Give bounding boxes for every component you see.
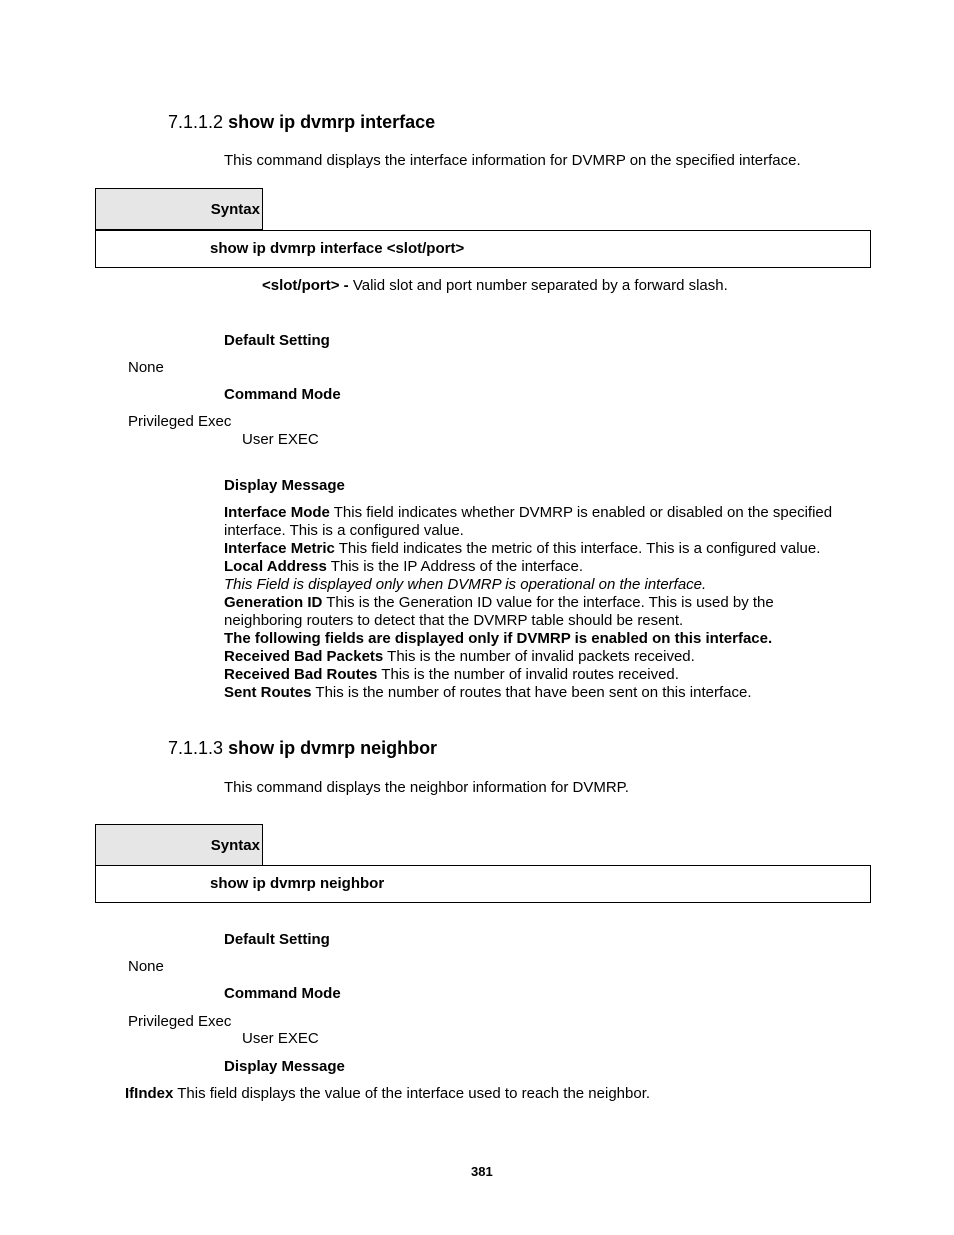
section-title: show ip dvmrp neighbor — [228, 738, 438, 758]
field-ifindex — [125, 1085, 650, 1102]
field-interface-mode — [224, 504, 864, 540]
display-message-heading: Display Message — [224, 1058, 345, 1075]
command-mode-heading: Command Mode — [224, 386, 341, 403]
field-desc: This is the number of routes that have been sent on this interface. — [311, 684, 752, 701]
default-setting-heading: Default Setting — [224, 931, 330, 948]
field-desc: This field indicates whether DVMRP is enabled or disabled on the specified interface. This is a configured value. — [224, 504, 833, 539]
field-desc: This is the IP Address of the interface. — [326, 558, 584, 575]
syntax-label-cell — [95, 188, 263, 230]
default-setting-heading: Default Setting — [224, 332, 330, 349]
section-number: 7.1.1.3 — [168, 738, 224, 758]
field-name: Local Address — [224, 558, 327, 575]
section-description: This command displays the interface information for DVMRP on the specified interface. — [224, 152, 801, 169]
command-mode-user: User EXEC — [242, 1030, 319, 1047]
note-text: The following fields are displayed only if DVMRP is enabled on this interface. — [224, 630, 773, 647]
field-interface-metric — [224, 540, 864, 558]
command-mode-heading: Command Mode — [224, 985, 341, 1002]
field-desc: This is the number of invalid packets received. — [383, 648, 695, 665]
command-mode-user: User EXEC — [242, 431, 319, 448]
field-name: Generation ID — [224, 594, 323, 611]
parameter-text: Valid slot and port number separated by a forward slash. — [348, 277, 728, 294]
note-enabled — [224, 630, 864, 648]
field-received-bad-packets — [224, 648, 864, 666]
field-name: Received Bad Routes — [224, 666, 378, 683]
syntax-command-cell — [95, 230, 871, 268]
field-sent-routes — [224, 684, 864, 702]
section-heading-show-ip-dvmrp-interface — [168, 112, 435, 133]
field-desc: This field displays the value of the interface used to reach the neighbor. — [173, 1085, 651, 1102]
section-title: show ip dvmrp interface — [228, 112, 436, 132]
default-setting-value: None — [128, 359, 164, 376]
display-message-heading: Display Message — [224, 477, 345, 494]
field-desc: This is the number of invalid routes received. — [377, 666, 679, 683]
field-desc: This is the Generation ID value for the interface. This is used by the neighboring routers to detect that the DVMRP table should be resent. — [224, 594, 774, 629]
field-local-address — [224, 558, 864, 576]
default-setting-value: None — [128, 958, 164, 975]
field-desc: This field indicates the metric of this interface. This is a configured value. — [334, 540, 821, 557]
section-description: This command displays the neighbor information for DVMRP. — [224, 779, 629, 796]
command-mode-privileged: Privileged Exec — [128, 413, 232, 430]
section-number: 7.1.1.2 — [168, 112, 224, 132]
field-name: Sent Routes — [224, 684, 312, 701]
note-text: This Field is displayed only when DVMRP is operational on the interface. — [224, 576, 707, 593]
syntax-label: Syntax — [210, 837, 260, 854]
parameter-name: <slot/port> - — [262, 277, 349, 294]
command-mode-privileged: Privileged Exec — [128, 1013, 232, 1030]
syntax-label: Syntax — [210, 201, 260, 218]
page-number: 381 — [471, 1164, 493, 1179]
section-heading-show-ip-dvmrp-neighbor — [168, 738, 437, 759]
syntax-label-cell — [95, 824, 263, 866]
parameter-description — [262, 277, 728, 294]
field-name: Interface Mode — [224, 504, 330, 521]
note-operational — [224, 576, 864, 594]
display-message-fields — [224, 504, 864, 702]
field-received-bad-routes — [224, 666, 864, 684]
syntax-command-cell — [95, 865, 871, 903]
field-name: Interface Metric — [224, 540, 335, 557]
syntax-command: show ip dvmrp interface <slot/port> — [210, 240, 465, 257]
field-name: IfIndex — [125, 1085, 174, 1102]
field-name: Received Bad Packets — [224, 648, 384, 665]
field-generation-id — [224, 594, 799, 630]
syntax-command: show ip dvmrp neighbor — [210, 875, 385, 892]
